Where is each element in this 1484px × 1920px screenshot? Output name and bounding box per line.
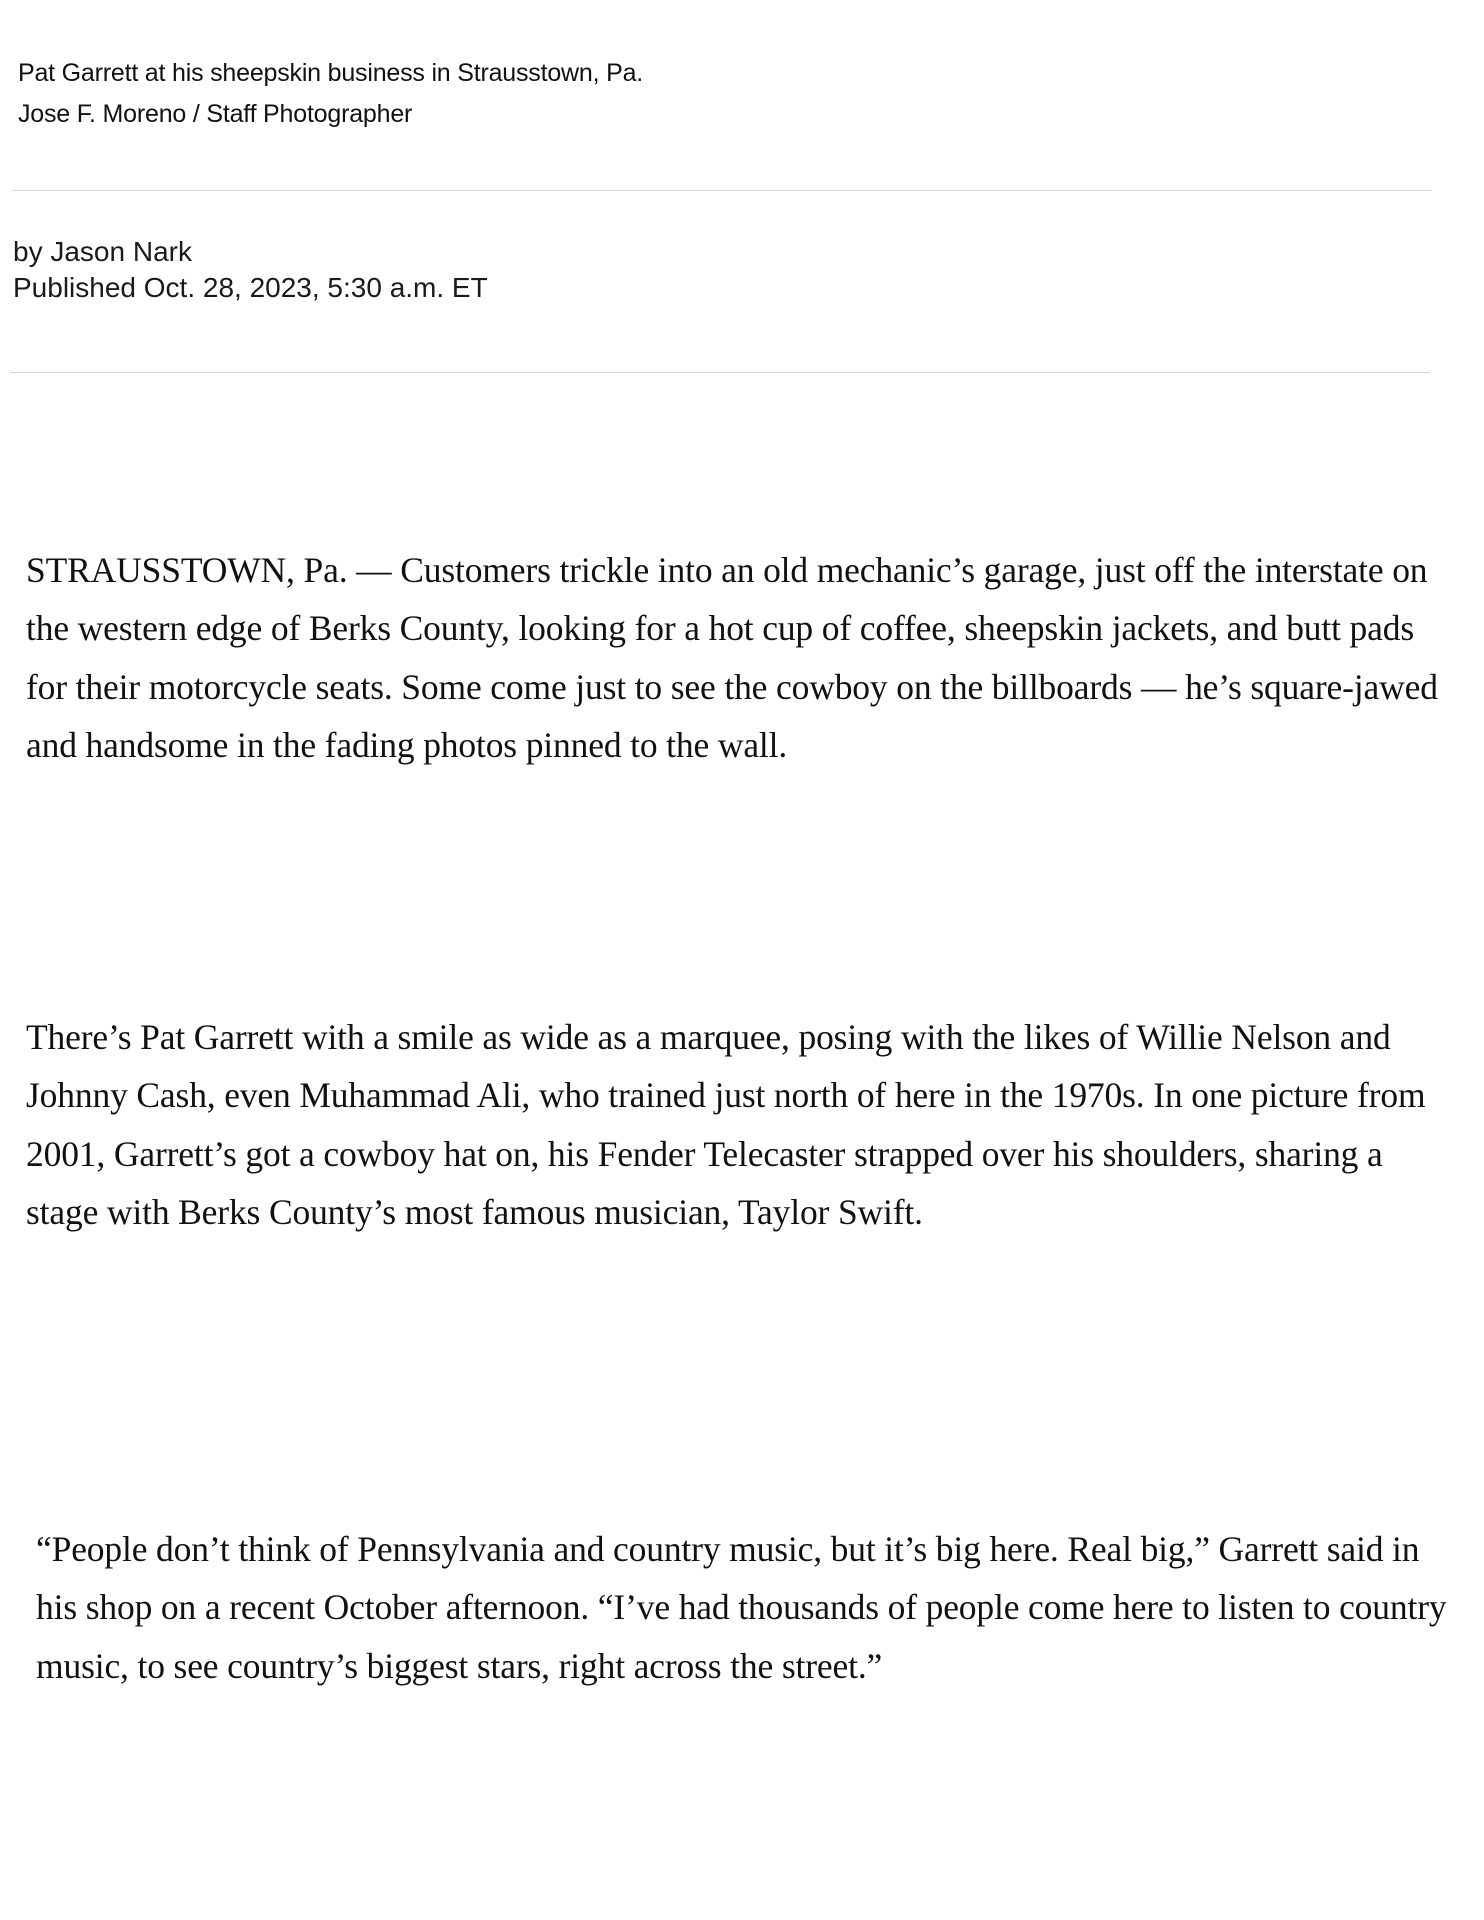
divider (12, 190, 1432, 191)
published-date: Published Oct. 28, 2023, 5:30 a.m. ET (13, 272, 488, 303)
byline (13, 234, 488, 306)
article-paragraph: There’s Pat Garrett with a smile as wide as a marquee, posing with the likes of Willie Nelson and Johnny Cash, even Muhammad Ali, who trained just north of here in the 1970s. In one picture from 2001, Garrett’s got a cowboy hat on, his Fender Telecaster strapped over his shoulders, sharing a stage with Berks County’s most famous musician, Taylor Swift. (26, 1017, 1426, 1232)
photo-caption (18, 53, 643, 135)
article-paragraph: STRAUSSTOWN, Pa. — Customers trickle into an old mechanic’s garage, just off the interstate on the western edge of Berks County, looking for a hot cup of coffee, sheepskin jackets, and butt pads for their motorcycle seats. Some come just to see the cowboy on the billboards — he’s square-jawed and handsome in the fading photos pinned to the wall. (26, 550, 1438, 765)
divider (10, 372, 1430, 373)
photo-credit: Jose F. Moreno / Staff Photographer (18, 100, 413, 128)
article-quote-paragraph: “People don’t think of Pennsylvania and country music, but it’s big here. Real big,” Garrett said in his shop on a recent October afternoon. “I’ve had thousands of people come here to listen to country music, to see country’s biggest stars, right across the street.” (36, 1529, 1447, 1686)
author-name: by Jason Nark (13, 236, 192, 267)
caption-text: Pat Garrett at his sheepskin business in Strausstown, Pa. (18, 59, 644, 87)
